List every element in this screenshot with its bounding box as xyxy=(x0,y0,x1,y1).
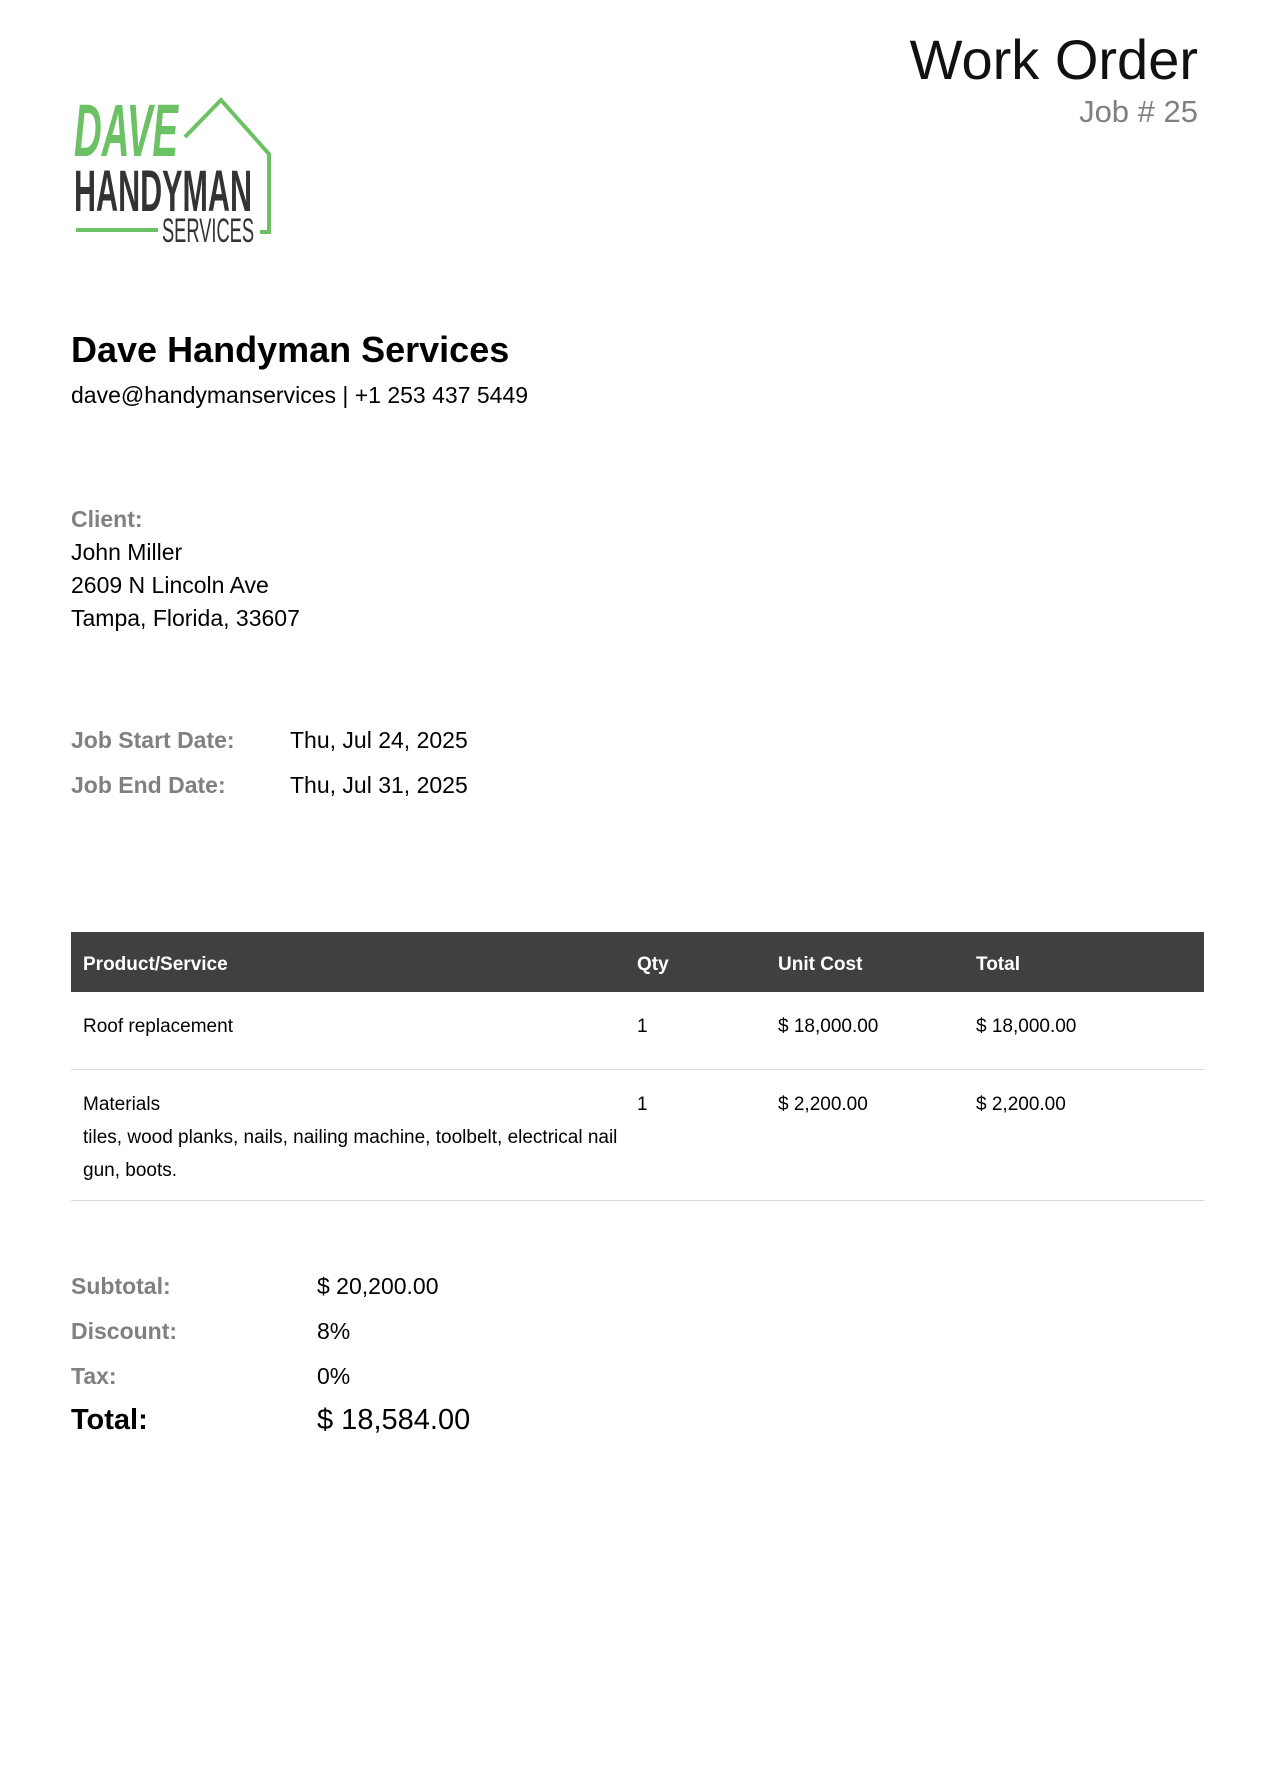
job-number: Job # 25 xyxy=(1079,94,1198,129)
col-header-unit-cost: Unit Cost xyxy=(766,932,964,992)
client-label: Client: xyxy=(71,506,143,532)
client-street: 2609 N Lincoln Ave xyxy=(71,572,269,598)
company-logo xyxy=(74,96,310,272)
document-title: Work Order xyxy=(909,28,1198,91)
subtotal-value: $ 20,200.00 xyxy=(317,1273,439,1299)
cell-product xyxy=(71,992,625,1070)
end-date-value: Thu, Jul 31, 2025 xyxy=(290,772,468,798)
logo-services-text: SERVICES xyxy=(162,212,254,250)
start-date-value: Thu, Jul 24, 2025 xyxy=(290,727,468,753)
cell-total: $ 2,200.00 xyxy=(964,1070,1204,1201)
cell-qty: 1 xyxy=(625,1070,766,1201)
cell-unit-cost: $ 2,200.00 xyxy=(766,1070,964,1201)
cell-unit-cost: $ 18,000.00 xyxy=(766,992,964,1070)
start-date-label: Job Start Date: xyxy=(71,727,235,753)
company-name: Dave Handyman Services xyxy=(71,329,510,370)
subtotal-label: Subtotal: xyxy=(71,1273,171,1299)
item-description: tiles, wood planks, nails, nailing machine, toolbelt, electrical nail gun, boots. xyxy=(83,1127,618,1181)
grand-total-label: Total: xyxy=(71,1404,148,1436)
cell-total: $ 18,000.00 xyxy=(964,992,1204,1070)
cell-product xyxy=(71,1070,625,1201)
table-row xyxy=(71,1070,1204,1201)
item-name: Materials xyxy=(83,1094,161,1115)
cell-qty: 1 xyxy=(625,992,766,1070)
end-date-label: Job End Date: xyxy=(71,772,226,798)
logo-handyman-text: HANDYMAN xyxy=(74,159,252,224)
items-table xyxy=(71,932,1204,1201)
table-header-row xyxy=(71,932,1204,992)
company-contact: dave@handymanservices | +1 253 437 5449 xyxy=(71,382,529,408)
col-header-total: Total xyxy=(964,932,1204,992)
table-row xyxy=(71,992,1204,1070)
col-header-product: Product/Service xyxy=(71,932,625,992)
client-name: John Miller xyxy=(71,539,183,565)
client-section xyxy=(71,503,300,635)
item-name: Roof replacement xyxy=(83,1016,233,1037)
tax-label: Tax: xyxy=(71,1363,117,1389)
tax-value: 0% xyxy=(317,1363,351,1389)
client-city: Tampa, Florida, 33607 xyxy=(71,605,300,631)
col-header-qty: Qty xyxy=(625,932,766,992)
grand-total-value: $ 18,584.00 xyxy=(317,1404,471,1436)
logo-dave-text: DAVE xyxy=(74,96,180,172)
discount-label: Discount: xyxy=(71,1318,178,1344)
discount-value: 8% xyxy=(317,1318,351,1344)
